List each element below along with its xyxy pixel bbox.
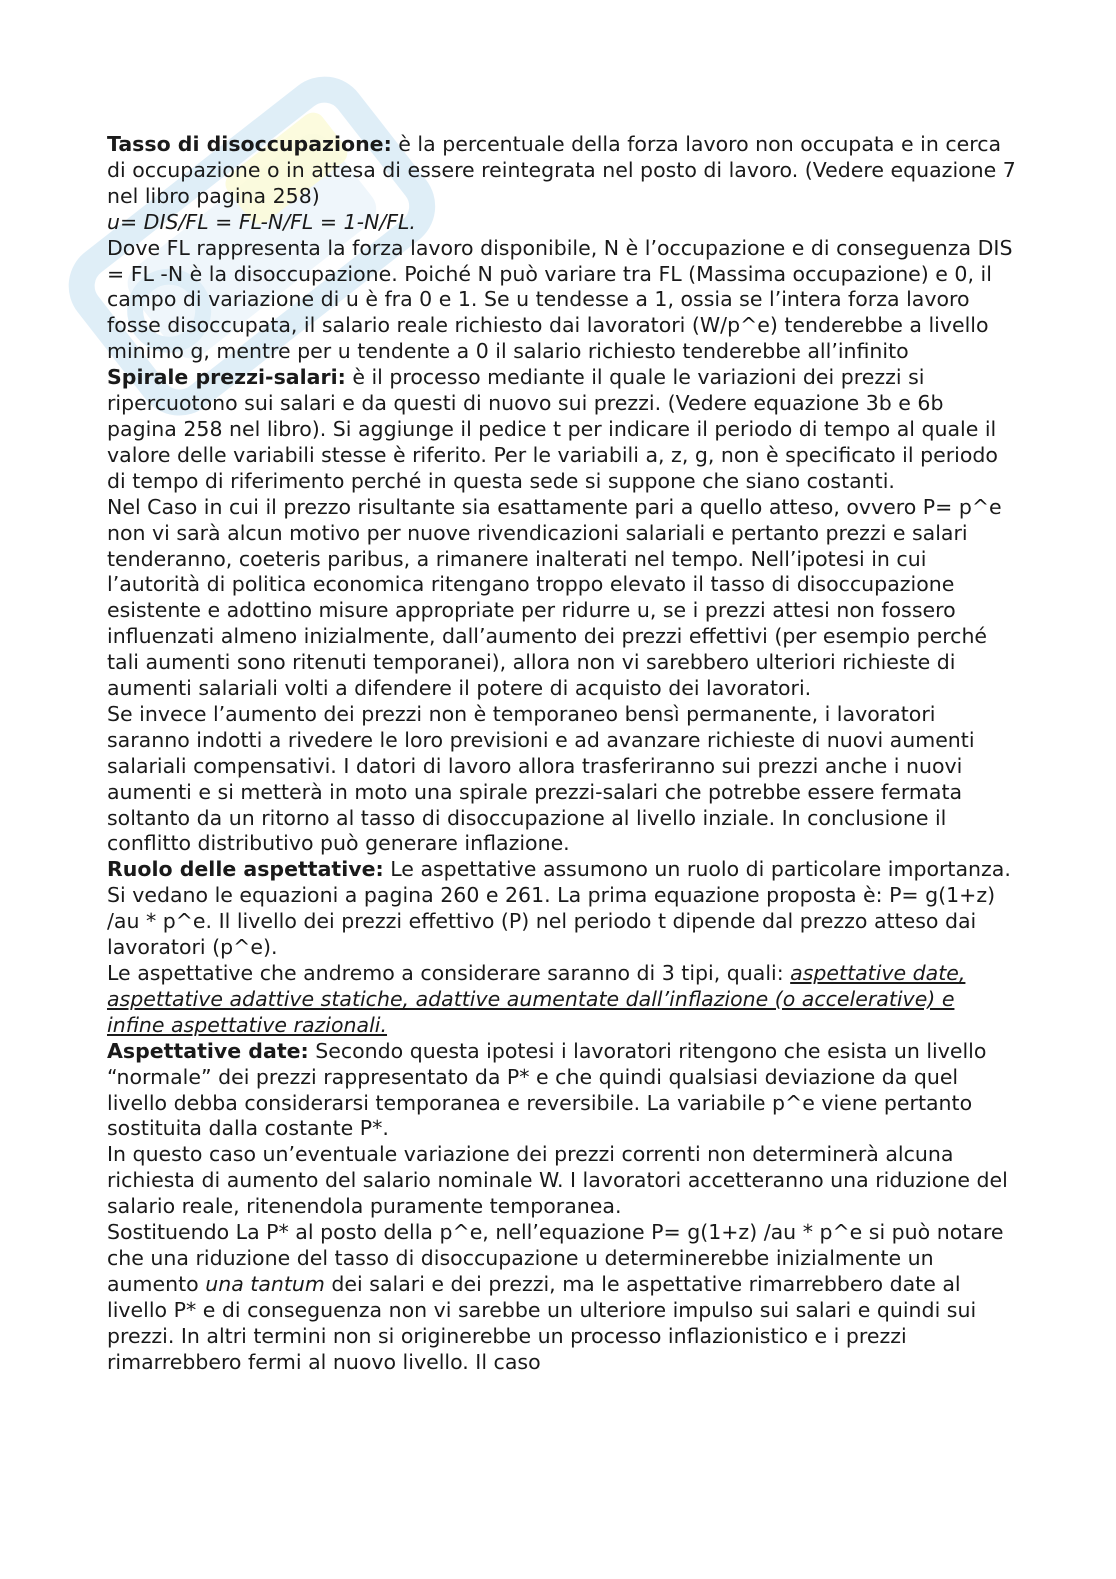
paragraph-prezzo-atteso: Nel Caso in cui il prezzo risultante sia esattamente pari a quello atteso, ovvero P= p^e non vi sarà alcun motivo per nuove rivendicazioni salariali e pertanto prezzi e salari tenderanno, coeteris paribus, a rimanere inalterati nel tempo. Nell’ipotesi in cui l’autorità di politica economica ritengano troppo elevato il tasso di disoccupazione esistente e adottino misure appropriate per ridurre u, se i prezzi attesi non fossero influenzati almeno inizialmente, dall’aumento dei prezzi effettivi (per esempio perché tali aumenti sono ritenuti temporanei), allora non vi sarebbero ulteriori richieste di aumenti salariali volti a difendere il potere di acquisto dei lavoratori. [107, 494, 1002, 701]
una-tantum-italic: una tantum [205, 1271, 325, 1296]
definition-aspettative-date: Secondo questa ipotesi i lavoratori ritengono che esista un livello “normale” dei prezzi rappresentato da P* e che quindi qualsiasi deviazione da quel livello debba considerarsi temporanea e reversibile. La variabile p^e viene pertanto sostituita dalla costante P*. [107, 1038, 987, 1141]
paragraph-aumento-permanente: Se invece l’aumento dei prezzi non è temporaneo bensì permanente, i lavoratori saranno indotti a rivedere le loro previsioni e ad avanzare richieste di nuovi aumenti salariali compensativi. I datori di lavoro allora trasferiranno sui prezzi anche i nuovi aumenti e si metterà in moto una spirale prezzi-salari che potrebbe essere fermata soltanto da un ritorno al tasso di disoccupazione al livello inziale. In conclusione il conflitto distributivo può generare inflazione. [107, 701, 975, 856]
paragraph-forza-lavoro: Dove FL rappresenta la forza lavoro disponibile, N è l’occupazione e di conseguenza DIS = FL -N è la disoccupazione. Poiché N può variare tra FL (Massima occupazione) e 0, il campo di variazione di u è fra 0 e 1. Se u tendesse a 1, ossia se l’intera forza lavoro fosse disoccupata, il salario reale richiesto dai lavoratori (W/p^e) tenderebbe a livello minimo g, mentre per u tendente a 0 il salario richiesto tenderebbe all’infinito [107, 235, 1013, 364]
definition-tasso-disoccupazione: è la percentuale della forza lavoro non occupata e in cerca di occupazione o in attesa di essere reintegrata nel posto di lavoro. (Vedere equazione 7 nel libro pagina 258) [107, 132, 1016, 208]
formula-text: u= DIS/FL = FL-N/FL = 1-N/FL. [107, 209, 416, 234]
paragraph-ruolo-aspettative [107, 857, 1017, 961]
term-tasso-disoccupazione: Tasso di disoccupazione: [107, 132, 392, 156]
paragraph-sostituzione [107, 1220, 1017, 1375]
tipi-aspettative-intro: Le aspettative che andremo a considerare saranno di 3 tipi, quali: [107, 961, 791, 985]
definition-ruolo-aspettative: Le aspettative assumono un ruolo di particolare importanza. Si vedano le equazioni a pagina 260 e 261. La prima equazione proposta è: P= g(1+z) /au * p^e. Il livello dei prezzi effettivo (P) nel periodo t dipende dal prezzo atteso dai lavoratori (p^e). [107, 857, 1011, 960]
paragraph-tasso-disoccupazione [107, 132, 1017, 210]
sostituzione-text-after: dei salari e dei prezzi, ma le aspettative rimarrebbero date al livello P* e di conseguenza non vi sarebbe un ulteriore impulso sui salari e quindi sui prezzi. In altri termini non si originerebbe un processo inflazionistico e i prezzi rimarrebbero fermi al nuovo livello. Il caso [107, 1271, 977, 1374]
paragraph-aspettative-date [107, 1039, 1017, 1143]
document-body [107, 132, 1017, 1376]
formula-disoccupazione [107, 210, 1017, 236]
term-aspettative-date: Aspettative date: [107, 1038, 309, 1063]
tipi-aspettative-list: aspettative date, aspettative adattive statiche, adattive aumentate dall’inflazione (o accelerative) e infine aspettative razionali. [107, 961, 966, 1037]
paragraph-variazione-prezzi: In questo caso un’eventuale variazione dei prezzi correnti non determinerà alcuna richiesta di aumento del salario nominale W. I lavoratori accetteranno una riduzione del salario reale, ritenendola puramente temporanea. [107, 1142, 1008, 1219]
sostituzione-text-before: Sostituendo La P* al posto della p^e, nell’equazione P= g(1+z) /au * p^e si può notare che una riduzione del tasso di disoccupazione u determinerebbe inizialmente un aumento [107, 1220, 1004, 1296]
paragraph-spirale-prezzi-salari [107, 365, 1017, 495]
paragraph-tipi-aspettative [107, 961, 1017, 1039]
definition-spirale-prezzi-salari: è il processo mediante il quale le variazioni dei prezzi si ripercuotono sui salari e da questi di nuovo sui prezzi. (Vedere equazione 3b e 6b pagina 258 nel libro). Si aggiunge il pedice t per indicare il periodo di tempo al quale il valore delle variabili stesse è riferito. Per le variabili a, z, g, non è specificato il periodo di tempo di riferimento perché in questa sede si suppone che siano costanti. [107, 365, 998, 493]
term-ruolo-aspettative: Ruolo delle aspettative: [107, 857, 384, 882]
term-spirale-prezzi-salari: Spirale prezzi-salari: [107, 365, 346, 390]
